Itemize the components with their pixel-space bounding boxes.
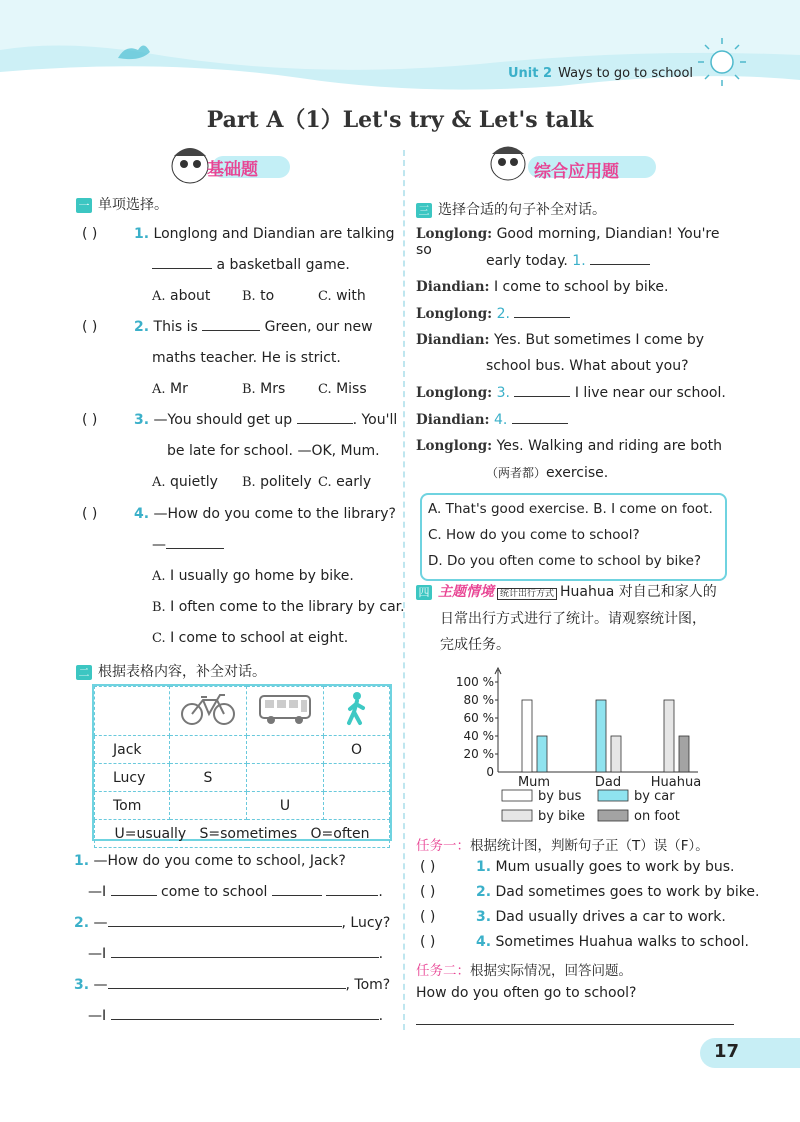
cell-bike: S bbox=[170, 764, 247, 792]
cell-bike bbox=[170, 736, 247, 764]
q-text: Green, our new bbox=[264, 319, 373, 335]
y-tick-label: 0 bbox=[486, 765, 494, 779]
bar bbox=[596, 700, 606, 772]
q1-line1 bbox=[134, 226, 394, 242]
dialogue-text: I live near our school. bbox=[574, 385, 726, 401]
q4-option-b bbox=[152, 599, 405, 615]
q-number: 4. bbox=[476, 934, 492, 950]
answer-blank[interactable] bbox=[297, 422, 353, 424]
q-number: 3. bbox=[74, 977, 90, 993]
option-letter: A. bbox=[152, 382, 166, 397]
option bbox=[242, 288, 318, 304]
q-number: 3. bbox=[496, 385, 510, 401]
q-text: , Lucy? bbox=[341, 915, 391, 931]
q-text: . bbox=[378, 1008, 384, 1024]
p2-q1 bbox=[74, 853, 346, 869]
legend-label: by car bbox=[634, 789, 675, 804]
task-text: 根据统计图，判断句子正（T）误（F）。 bbox=[470, 838, 709, 854]
option-letter: B. bbox=[242, 382, 256, 397]
q3-line1 bbox=[134, 412, 397, 428]
dialogue-line bbox=[416, 385, 726, 401]
table-row bbox=[95, 736, 390, 764]
option bbox=[152, 288, 242, 304]
dialogue-line bbox=[416, 279, 668, 295]
legend-label: by bike bbox=[538, 809, 586, 824]
q-text: —I bbox=[88, 884, 107, 900]
x-tick-label: Dad bbox=[594, 775, 622, 790]
q-text: —How do you come to school, Jack? bbox=[93, 853, 346, 869]
option-text: early bbox=[336, 474, 372, 490]
option-letter: C. bbox=[318, 475, 332, 490]
q-text: . You'll bbox=[352, 412, 398, 428]
badge-1: 一 bbox=[76, 198, 92, 213]
answer-blank[interactable] bbox=[111, 956, 379, 958]
choice-line: D. Do you often come to school by bike? bbox=[428, 553, 702, 569]
option-text: about bbox=[169, 288, 211, 304]
q-text: come to school bbox=[161, 884, 268, 900]
q4-line2 bbox=[152, 537, 224, 553]
speaker: Diandian: bbox=[416, 279, 490, 295]
q3-line2: be late for school. —OK, Mum. bbox=[167, 443, 380, 459]
option-text: Miss bbox=[336, 381, 367, 397]
q-number: 1. bbox=[134, 226, 150, 242]
q-number: 2. bbox=[74, 915, 90, 931]
option bbox=[242, 474, 318, 490]
q-text: —How do you come to the library? bbox=[153, 506, 396, 522]
intro-line: 日常出行方式进行了统计。请观察统计图， bbox=[440, 611, 706, 627]
option-text: I usually go home by bike. bbox=[169, 568, 354, 584]
q3-options bbox=[152, 474, 371, 490]
q-text: . bbox=[378, 884, 383, 900]
q-text: —You should get up bbox=[153, 412, 293, 428]
q-text: , Tom? bbox=[345, 977, 391, 993]
x-tick-label: Huahua bbox=[650, 775, 702, 790]
dialogue-line bbox=[416, 438, 736, 454]
bike-icon bbox=[179, 692, 237, 726]
answer-blank[interactable] bbox=[514, 316, 570, 318]
answer-blank[interactable] bbox=[108, 987, 346, 989]
option-letter: B. bbox=[152, 600, 166, 615]
theme-tag: 统计出行方式 bbox=[497, 588, 557, 600]
badge-2: 二 bbox=[76, 665, 92, 680]
q1-line2 bbox=[152, 257, 350, 273]
unit-title: Ways to go to school bbox=[558, 66, 694, 81]
dialogue-note: （两者都） bbox=[486, 466, 547, 480]
bar bbox=[611, 736, 621, 772]
q-number: 2. bbox=[476, 884, 492, 900]
option-text: to bbox=[260, 288, 275, 304]
option-text: quietly bbox=[169, 474, 218, 490]
q2-options bbox=[152, 381, 367, 397]
option-text: with bbox=[336, 288, 366, 304]
answer-blank[interactable] bbox=[152, 267, 212, 269]
speaker: Longlong: bbox=[416, 306, 493, 322]
answer-blank[interactable] bbox=[111, 894, 157, 896]
answer-paren[interactable]: ( ) bbox=[420, 934, 436, 950]
dialogue-line bbox=[416, 306, 570, 322]
legend-label: by bus bbox=[538, 789, 582, 804]
page-title: Part A（1）Let's try & Let's talk bbox=[206, 107, 594, 133]
p2-q1-answer bbox=[88, 884, 383, 900]
q-number: 2. bbox=[134, 319, 150, 335]
option-text: Mrs bbox=[260, 381, 286, 397]
table-row bbox=[95, 764, 390, 792]
section-basic-title: 基础题 bbox=[207, 160, 258, 180]
statement-text: Sometimes Huahua walks to school. bbox=[495, 934, 749, 950]
legend-swatch bbox=[502, 810, 532, 821]
answer-paren[interactable]: ( ) bbox=[420, 859, 436, 875]
cell-bus: U bbox=[247, 792, 324, 820]
p2-q3 bbox=[74, 977, 390, 993]
q4-line1 bbox=[134, 506, 396, 522]
speaker: Diandian: bbox=[416, 332, 490, 348]
dialogue-line bbox=[416, 332, 736, 348]
answer-paren[interactable]: ( ) bbox=[82, 226, 98, 242]
statement bbox=[476, 909, 726, 925]
speaker: Longlong: bbox=[416, 438, 493, 454]
option-text: I come to school at eight. bbox=[170, 630, 349, 646]
q-number: 3. bbox=[134, 412, 150, 428]
cell-bike bbox=[170, 792, 247, 820]
table-corner-cell bbox=[95, 687, 170, 736]
cell-bus bbox=[247, 764, 324, 792]
legend-swatch bbox=[502, 790, 532, 801]
answer-blank[interactable] bbox=[202, 329, 260, 331]
q2-line2: maths teacher. He is strict. bbox=[152, 350, 341, 366]
q2-line1 bbox=[134, 319, 373, 335]
page-number-tab bbox=[700, 1038, 800, 1068]
option-letter: C. bbox=[318, 289, 332, 304]
statement-text: Mum usually goes to work by bus. bbox=[495, 859, 735, 875]
legend-swatch bbox=[598, 810, 628, 821]
q-number: 1. bbox=[572, 253, 586, 269]
p2-q2 bbox=[74, 915, 390, 931]
answer-blank[interactable] bbox=[108, 925, 342, 927]
part1-heading-text: 单项选择。 bbox=[98, 197, 168, 213]
task-label: 任务一： bbox=[416, 838, 470, 854]
option-text: Mr bbox=[169, 381, 188, 397]
q-number: 2. bbox=[496, 306, 510, 322]
badge-3: 三 bbox=[416, 203, 432, 218]
answer-blank[interactable] bbox=[111, 1018, 379, 1020]
option-letter: A. bbox=[152, 569, 166, 584]
row-name: Lucy bbox=[95, 764, 170, 792]
answer-paren[interactable]: ( ) bbox=[82, 506, 98, 522]
legend-label: on foot bbox=[634, 809, 680, 824]
q-text: —I bbox=[88, 1008, 107, 1024]
task2-question: How do you often go to school? bbox=[416, 985, 637, 1001]
option bbox=[318, 381, 367, 397]
x-tick-label: Mum bbox=[517, 775, 551, 790]
part1-heading bbox=[76, 194, 168, 214]
speaker: Longlong: bbox=[416, 385, 493, 401]
statement bbox=[476, 859, 734, 875]
bus-header bbox=[247, 687, 324, 736]
task-text: 根据实际情况，回答问题。 bbox=[470, 963, 632, 979]
option-letter: B. bbox=[242, 289, 256, 304]
option-text: I often come to the library by car. bbox=[170, 599, 405, 615]
table-row bbox=[95, 792, 390, 820]
option-letter: A. bbox=[152, 289, 166, 304]
statement-text: Dad sometimes goes to work by bike. bbox=[495, 884, 760, 900]
statement-text: Dad usually drives a car to work. bbox=[495, 909, 726, 925]
transport-table bbox=[92, 684, 392, 841]
part2-heading-text: 根据表格内容，补全对话。 bbox=[98, 664, 266, 680]
dialogue-text: early today. bbox=[486, 253, 568, 269]
option bbox=[318, 474, 371, 490]
option bbox=[318, 288, 366, 304]
answer-paren[interactable]: ( ) bbox=[82, 412, 98, 428]
part3-heading-text: 选择合适的句子补全对话。 bbox=[438, 202, 606, 218]
legend-swatch bbox=[598, 790, 628, 801]
answer-blank[interactable] bbox=[326, 894, 378, 896]
statement bbox=[476, 934, 749, 950]
q4-option-c bbox=[152, 630, 348, 646]
part2-heading bbox=[76, 661, 266, 681]
choice-line: C. How do you come to school? bbox=[428, 527, 640, 543]
option bbox=[152, 474, 242, 490]
dialogue-line bbox=[486, 464, 608, 481]
column-divider bbox=[403, 150, 405, 1030]
cell-walk bbox=[324, 764, 390, 792]
q-text: — bbox=[93, 977, 108, 993]
part4-heading bbox=[416, 581, 717, 601]
y-tick-label: 80 % bbox=[463, 693, 494, 707]
answer-paren[interactable]: ( ) bbox=[82, 319, 98, 335]
intro-line: 完成任务。 bbox=[440, 637, 510, 653]
q-number: 1. bbox=[476, 859, 492, 875]
section-applied-title: 综合应用题 bbox=[534, 162, 619, 182]
q1-options bbox=[152, 288, 366, 304]
bike-header bbox=[170, 687, 247, 736]
option bbox=[152, 381, 242, 397]
bar bbox=[537, 736, 547, 772]
q-text: — bbox=[152, 537, 166, 553]
option bbox=[242, 381, 318, 397]
bar bbox=[679, 736, 689, 772]
y-tick-label: 60 % bbox=[463, 711, 494, 725]
badge-4: 四 bbox=[416, 585, 432, 600]
answer-paren[interactable]: ( ) bbox=[420, 884, 436, 900]
q-text: Longlong and Diandian are talking bbox=[153, 226, 395, 242]
dialogue-text: exercise. bbox=[546, 465, 609, 481]
speaker: Diandian: bbox=[416, 412, 490, 428]
q-text: —I bbox=[88, 946, 107, 962]
q-text: This is bbox=[153, 319, 198, 335]
q4-option-a bbox=[152, 568, 354, 584]
unit-tag bbox=[508, 66, 693, 81]
page-number: 17 bbox=[714, 1041, 740, 1062]
speaker: Longlong: bbox=[416, 226, 493, 242]
task-label: 任务二： bbox=[416, 963, 470, 979]
row-name: Tom bbox=[95, 792, 170, 820]
y-tick-label: 100 % bbox=[455, 675, 494, 689]
p2-q3-answer bbox=[88, 1008, 383, 1024]
y-tick-label: 40 % bbox=[463, 729, 494, 743]
cell-walk bbox=[324, 792, 390, 820]
dialogue-text: Yes. Walking and riding are both bbox=[496, 438, 723, 454]
q-number: 1. bbox=[74, 853, 90, 869]
answer-blank[interactable] bbox=[166, 547, 224, 549]
travel-bar-chart bbox=[420, 660, 720, 830]
answer-blank[interactable] bbox=[514, 395, 570, 397]
walking-person-icon bbox=[342, 691, 372, 727]
option-letter: C. bbox=[318, 382, 332, 397]
dialogue-text: I come to school by bike. bbox=[493, 279, 669, 295]
q-text: a basketball game. bbox=[216, 257, 350, 273]
choice-line: A. That's good exercise. B. I come on foot. bbox=[428, 501, 713, 517]
cell-bus bbox=[247, 736, 324, 764]
q-number: 4. bbox=[134, 506, 150, 522]
dialogue-text: Yes. But sometimes I come by bbox=[493, 332, 705, 348]
answer-blank[interactable] bbox=[590, 263, 650, 265]
option-letter: A. bbox=[152, 475, 166, 490]
table-legend: U=usually S=sometimes O=often bbox=[95, 820, 390, 848]
task2-heading bbox=[416, 959, 632, 979]
walk-header bbox=[324, 687, 390, 736]
dialogue-line bbox=[486, 253, 650, 269]
statement bbox=[476, 884, 759, 900]
part3-heading bbox=[416, 199, 606, 219]
answer-paren[interactable]: ( ) bbox=[420, 909, 436, 925]
dialogue-text: Good morning, Diandian! You're so bbox=[416, 226, 720, 258]
option-text: politely bbox=[260, 474, 312, 490]
answer-blank[interactable] bbox=[272, 894, 322, 896]
unit-label: Unit 2 bbox=[508, 66, 553, 81]
q-number: 4. bbox=[493, 412, 508, 428]
bus-icon bbox=[256, 692, 314, 726]
q-text: — bbox=[93, 915, 108, 931]
dialogue-line: school bus. What about you? bbox=[486, 358, 689, 374]
task1-heading bbox=[416, 834, 709, 854]
option-letter: B. bbox=[242, 475, 256, 490]
q-number: 3. bbox=[476, 909, 492, 925]
bar bbox=[522, 700, 532, 772]
p2-q2-answer bbox=[88, 946, 383, 962]
dialogue-line bbox=[416, 412, 568, 428]
bar bbox=[664, 700, 674, 772]
theme-label: 主题情境 bbox=[438, 584, 494, 600]
row-name: Jack bbox=[95, 736, 170, 764]
q-text: . bbox=[378, 946, 384, 962]
y-tick-label: 20 % bbox=[463, 747, 494, 761]
option-letter: C. bbox=[152, 631, 166, 646]
answer-line[interactable] bbox=[416, 1024, 734, 1025]
intro-text: Huahua 对自己和家人的 bbox=[560, 584, 717, 600]
cell-walk: O bbox=[324, 736, 390, 764]
answer-blank[interactable] bbox=[512, 422, 568, 424]
